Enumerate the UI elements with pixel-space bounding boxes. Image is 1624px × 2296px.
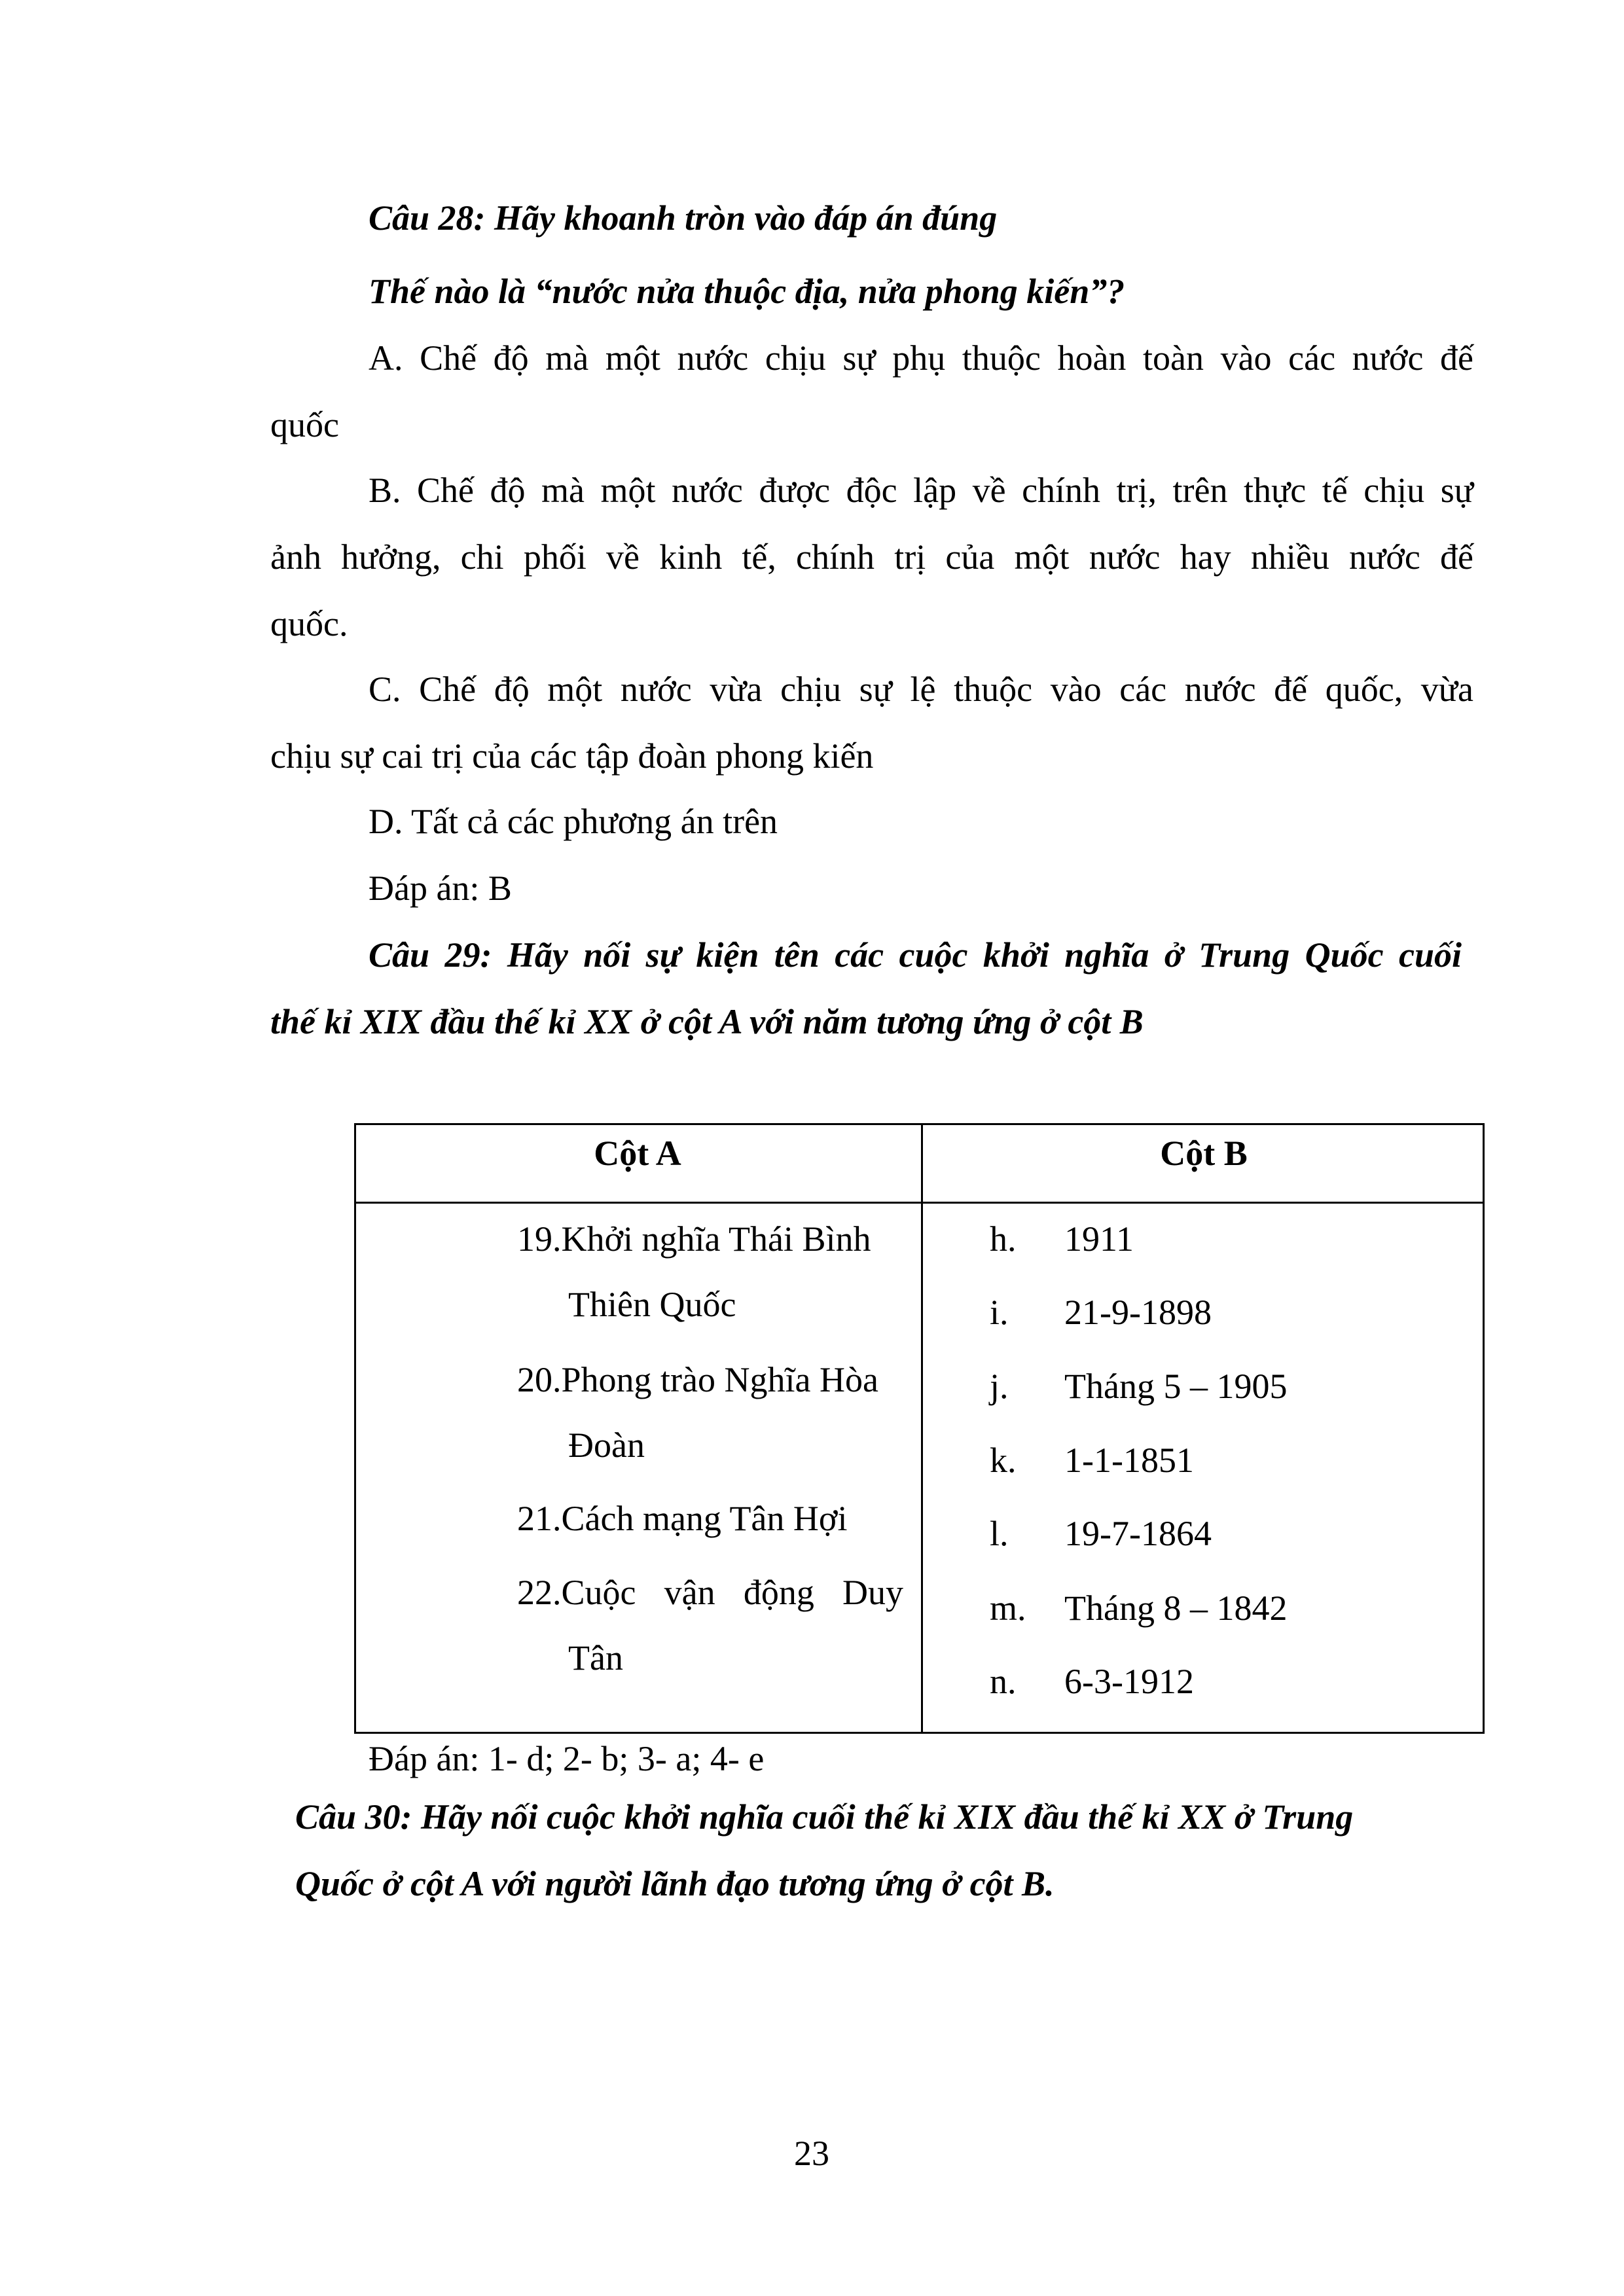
column-a-item-19: 19.Khởi nghĩa Thái Bình — [517, 1219, 871, 1259]
q28-option-c-line1: C. Chế độ một nước vừa chịu sự lệ thuộc vào các nước đế quốc, vừa — [369, 670, 1473, 709]
column-b-value-i: 21-9-1898 — [1064, 1293, 1212, 1332]
column-a-item-19-cont: Thiên Quốc — [568, 1285, 736, 1324]
column-b-letter-l: l. — [990, 1514, 1009, 1553]
column-b-value-m: Tháng 8 – 1842 — [1064, 1588, 1288, 1628]
q30-title-line1: Câu 30: Hãy nối cuộc khởi nghĩa cuối thế kỉ XIX đầu thế kỉ XX ở Trung — [295, 1797, 1354, 1837]
q28-option-b-line3: quốc. — [270, 604, 348, 643]
column-b-value-j: Tháng 5 – 1905 — [1064, 1367, 1288, 1406]
column-b-letter-n: n. — [990, 1662, 1017, 1701]
q28-answer: Đáp án: B — [369, 869, 512, 908]
column-a-item-22-cont: Tân — [568, 1638, 623, 1677]
column-b-letter-i: i. — [990, 1293, 1009, 1332]
column-b-value-l: 19-7-1864 — [1064, 1514, 1212, 1553]
column-b-letter-m: m. — [990, 1588, 1026, 1628]
q28-question: Thế nào là “nước nửa thuộc địa, nửa phong kiến”? — [369, 272, 1125, 311]
q28-option-b-line1: B. Chế độ mà một nước được độc lập về chính trị, trên thực tế chịu sự — [369, 471, 1473, 510]
column-b-letter-k: k. — [990, 1441, 1017, 1480]
column-a-item-22: 22.Cuộc vận động Duy — [517, 1573, 903, 1612]
q28-option-a-line1: A. Chế độ mà một nước chịu sự phụ thuộc hoàn toàn vào các nước đế — [369, 338, 1473, 378]
q28-title: Câu 28: Hãy khoanh tròn vào đáp án đúng — [369, 198, 998, 238]
q29-title-line1: Câu 29: Hãy nối sự kiện tên các cuộc khởi nghĩa ở Trung Quốc cuối — [369, 935, 1462, 975]
column-a-header: Cột A — [594, 1134, 681, 1173]
q29-title-line2: thế kỉ XIX đầu thế kỉ XX ở cột A với năm tương ứng ở cột B — [270, 1002, 1144, 1041]
column-a-item-20-cont: Đoàn — [568, 1426, 645, 1465]
q28-option-c-line2: chịu sự cai trị của các tập đoàn phong kiến — [270, 736, 874, 776]
table-header-divider — [354, 1202, 1485, 1204]
q30-title-line2: Quốc ở cột A với người lãnh đạo tương ứng ở cột B. — [295, 1864, 1055, 1903]
column-b-letter-h: h. — [990, 1219, 1017, 1259]
column-a-item-21: 21.Cách mạng Tân Hợi — [517, 1499, 848, 1538]
column-a-item-20: 20.Phong trào Nghĩa Hòa — [517, 1360, 878, 1399]
q28-option-a-line2: quốc — [270, 405, 339, 444]
column-b-value-n: 6-3-1912 — [1064, 1662, 1194, 1701]
q28-option-b-line2: ảnh hưởng, chi phối về kinh tế, chính trị của một nước hay nhiều nước đế — [270, 537, 1473, 577]
q28-option-d: D. Tất cả các phương án trên — [369, 802, 778, 841]
matching-table — [354, 1123, 1485, 1734]
q29-answer: Đáp án: 1- d; 2- b; 3- a; 4- e — [369, 1739, 765, 1778]
column-b-value-h: 1911 — [1064, 1219, 1134, 1259]
table-column-divider — [921, 1123, 923, 1734]
column-b-letter-j: j. — [990, 1367, 1009, 1406]
column-b-value-k: 1-1-1851 — [1064, 1441, 1194, 1480]
column-b-header: Cột B — [1160, 1134, 1248, 1173]
page-number: 23 — [794, 2134, 829, 2173]
